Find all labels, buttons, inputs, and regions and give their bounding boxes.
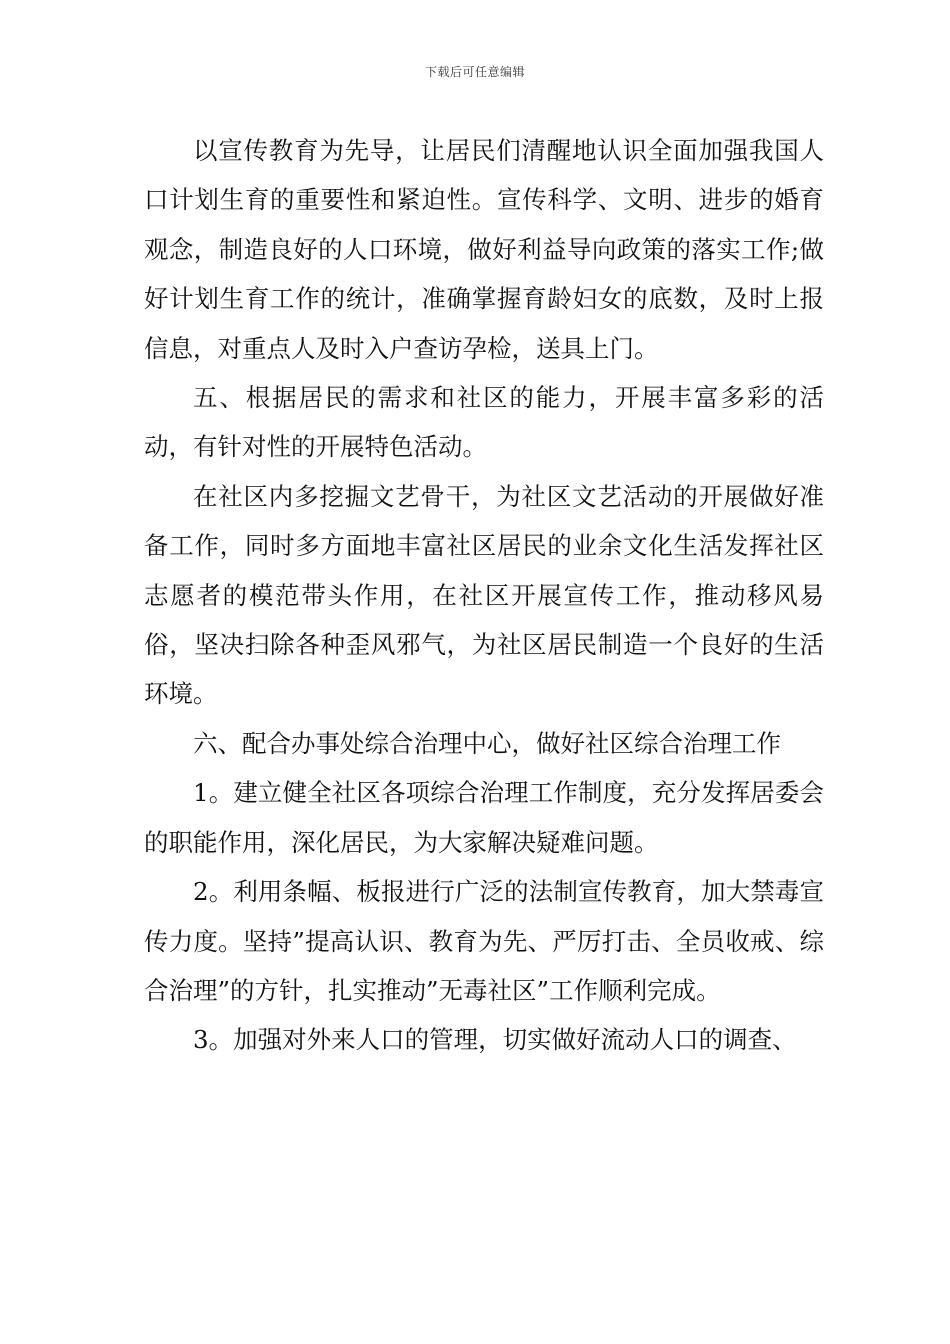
paragraph-7: 3。加强对外来人口的管理，切实做好流动人口的调查、: [193, 1025, 797, 1055]
page-header: 下载后可任意编辑: [424, 65, 525, 79]
paragraph-4: 六、配合办事处综合治理中心，做好社区综合治理工作: [193, 728, 781, 758]
paragraph-5: 1。建立健全社区各项综合治理工作制度，充分发挥居委会的职能作用，深化居民，为大家解决疑难问题。: [144, 778, 824, 857]
paragraph-2: 五、根据居民的需求和社区的能力，开展丰富多彩的活动，有针对性的开展特色活动。: [144, 383, 824, 462]
paragraph-1: 以宣传教育为先导，让居民们清醒地认识全面加强我国人口计划生育的重要性和紧迫性。宣传科学、文明、进步的婚育观念，制造良好的人口环境，做好利益导向政策的落实工作;做好计划生育工作的统计，准确掌握育龄妇女的底数，及时上报信息，对重点人及时入户查访孕检，送具上门。: [144, 136, 824, 363]
paragraph-6: 2。利用条幅、板报进行广泛的法制宣传教育，加大禁毒宣传力度。坚持”提高认识、教育为先、严厉打击、全员收戒、综合治理”的方针，扎实推动”无毒社区”工作顺利完成。: [144, 877, 824, 1005]
paragraph-3: 在社区内多挖掘文艺骨干，为社区文艺活动的开展做好准备工作，同时多方面地丰富社区居民的业余文化生活发挥社区志愿者的模范带头作用，在社区开展宣传工作，推动移风易俗，坚决扫除各种歪风邪气，为社区居民制造一个良好的生活环境。: [144, 481, 824, 709]
document-body: [144, 126, 824, 1065]
